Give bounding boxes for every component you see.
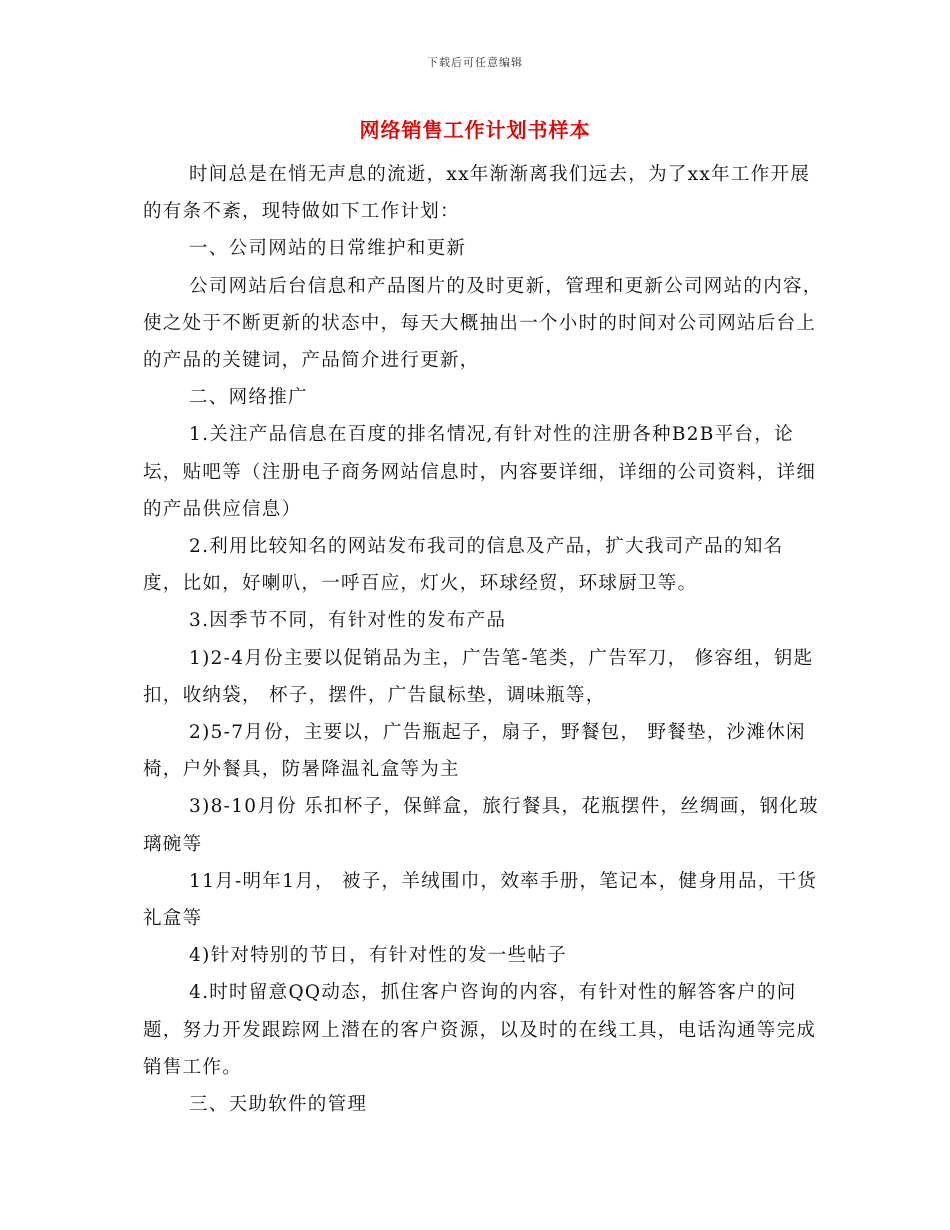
sub-item-3: 3)8-10月份 乐扣杯子，保鲜盒，旅行餐具，花瓶摆件，丝绸画，钢化玻璃碗等 [143,796,819,855]
section-heading-website: 一、公司网站的日常维护和更新 [189,238,467,260]
header-note: 下载后可任意编辑 [427,56,523,69]
sub-item-4: 4)针对特别的节日，有针对性的发一些帖子 [189,945,567,967]
section-heading-promotion: 二、网络推广 [189,387,308,409]
list-item-4: 4.时时留意QQ动态，抓住客户咨询的内容，有针对性的解答客户的问题，努力开发跟踪网上潜在的客户资源，以及时的在线工具，电话沟通等完成销售工作。 [143,982,817,1078]
document-body [143,156,823,1123]
paragraph-website: 公司网站后台信息和产品图片的及时更新，管理和更新公司网站的内容，使之处于不断更新的状态中，每天大概抽出一个小时的时间对公司网站后台上的产品的关键词，产品简介进行更新， [143,275,823,372]
sub-item-1: 1)2-4月份主要以促销品为主，广告笔-笔类，广告军刀， 修容组，钥匙扣，收纳袋， 杯子，摆件，广告鼠标垫，调味瓶等， [143,647,814,706]
paragraph-intro: 时间总是在悄无声息的流逝，xx年渐渐离我们远去，为了xx年工作开展的有条不紊，现特做如下工作计划： [143,164,811,223]
sub-item-2: 2)5-7月份，主要以，广告瓶起子，扇子，野餐包， 野餐垫，沙滩休闲椅，户外餐具，防暑降温礼盒等为主 [143,722,806,781]
section-heading-software: 三、天助软件的管理 [189,1094,368,1116]
sub-item-winter: 11月-明年1月， 被子，羊绒围巾，效率手册，笔记本，健身用品，干货礼盒等 [143,870,818,930]
list-item-2: 2.利用比较知名的网站发布我司的信息及产品，扩大我司产品的知名度，比如，好喇叭，一呼百应，灯火，环球经贸，环球厨卫等。 [143,536,784,595]
list-item-3: 3.因季节不同，有针对性的发布产品 [189,610,507,632]
list-item-1: 1.关注产品信息在百度的排名情况,有针对性的注册各种B2B平台，论坛，贴吧等（注册电子商务网站信息时，内容要详细，详细的公司资料，详细的产品供应信息） [143,424,817,520]
document-title: 网络销售工作计划书样本 [359,118,591,142]
